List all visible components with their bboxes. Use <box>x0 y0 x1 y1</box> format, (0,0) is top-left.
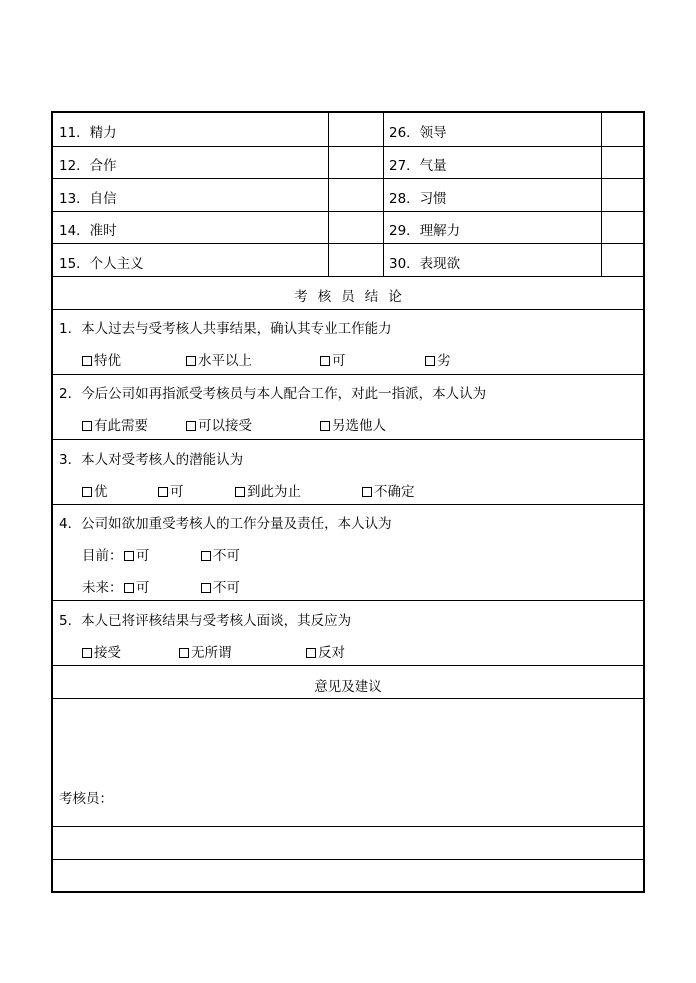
checkbox-icon[interactable] <box>201 583 211 593</box>
row-divider <box>53 211 643 212</box>
checkbox-icon[interactable] <box>362 487 372 497</box>
checkbox-option[interactable]: 到此为止 <box>235 484 301 500</box>
checkbox-option[interactable]: 优 <box>82 484 108 500</box>
now-label: 目前： <box>82 548 123 564</box>
question-3: 3．本人对受考核人的潜能认为 <box>59 452 244 468</box>
blank-row[interactable] <box>53 860 643 891</box>
checkbox-option[interactable]: 可 <box>124 548 150 564</box>
question-5: 5．本人已将评核结果与受考核人面谈，其反应为 <box>59 613 352 629</box>
checkbox-option[interactable]: 水平以上 <box>186 353 252 369</box>
trait-label: 27．气量 <box>389 158 447 174</box>
blank-row[interactable] <box>53 827 643 858</box>
checkbox-option[interactable]: 可 <box>124 580 150 596</box>
trait-label: 15．个人主义 <box>59 256 144 272</box>
row-divider <box>53 439 643 440</box>
question-1: 1．本人过去与受考核人共事结果，确认其专业工作能力 <box>59 321 392 337</box>
grid-divider <box>328 113 329 276</box>
row-divider <box>53 504 643 505</box>
row-divider <box>53 374 643 375</box>
checkbox-option[interactable]: 可 <box>320 353 346 369</box>
checkbox-icon[interactable] <box>186 421 196 431</box>
trait-label: 13．自信 <box>59 191 117 207</box>
checkbox-icon[interactable] <box>186 356 196 366</box>
checkbox-option[interactable]: 另选他人 <box>320 418 386 434</box>
conclusion-title: 考核员结论 <box>294 289 412 305</box>
row-divider <box>53 600 643 601</box>
row-divider <box>53 146 643 147</box>
checkbox-icon[interactable] <box>82 487 92 497</box>
checkbox-option[interactable]: 特优 <box>82 353 121 369</box>
checkbox-option[interactable]: 有此需要 <box>82 418 148 434</box>
evaluation-form <box>51 111 645 893</box>
checkbox-icon[interactable] <box>320 356 330 366</box>
examiner-label: 考核员： <box>59 791 113 807</box>
checkbox-option[interactable]: 不可 <box>201 580 240 596</box>
trait-label: 29．理解力 <box>389 223 461 239</box>
row-divider <box>53 309 643 310</box>
row-divider <box>53 243 643 244</box>
trait-label: 30．表现欲 <box>389 256 461 272</box>
checkbox-option[interactable]: 可 <box>158 484 184 500</box>
checkbox-option[interactable]: 不可 <box>201 548 240 564</box>
grid-divider <box>601 113 602 276</box>
row-divider <box>53 178 643 179</box>
row-divider <box>53 276 643 277</box>
checkbox-icon[interactable] <box>425 356 435 366</box>
question-4: 4．公司如欲加重受考核人的工作分量及责任，本人认为 <box>59 516 392 532</box>
checkbox-icon[interactable] <box>82 648 92 658</box>
trait-label: 14．准时 <box>59 223 117 239</box>
checkbox-icon[interactable] <box>124 551 134 561</box>
checkbox-option[interactable]: 无所谓 <box>179 645 232 661</box>
checkbox-option[interactable]: 劣 <box>425 353 451 369</box>
question-2: 2．今后公司如再指派受考核员与本人配合工作，对此一指派，本人认为 <box>59 386 487 402</box>
checkbox-option[interactable]: 反对 <box>306 645 345 661</box>
checkbox-icon[interactable] <box>179 648 189 658</box>
checkbox-option[interactable]: 可以接受 <box>186 418 252 434</box>
checkbox-icon[interactable] <box>306 648 316 658</box>
opinions-title: 意见及建议 <box>314 679 382 695</box>
trait-label: 11．精力 <box>59 125 117 141</box>
checkbox-icon[interactable] <box>82 356 92 366</box>
trait-label: 28．习惯 <box>389 191 447 207</box>
trait-label: 12．合作 <box>59 158 117 174</box>
row-divider <box>53 665 643 666</box>
grid-divider <box>383 113 384 276</box>
checkbox-option[interactable]: 不确定 <box>362 484 415 500</box>
checkbox-icon[interactable] <box>82 421 92 431</box>
trait-label: 26．领导 <box>389 125 447 141</box>
checkbox-icon[interactable] <box>158 487 168 497</box>
checkbox-icon[interactable] <box>124 583 134 593</box>
opinions-text-area[interactable] <box>53 699 643 825</box>
checkbox-option[interactable]: 接受 <box>82 645 121 661</box>
future-label: 未来： <box>82 580 123 596</box>
checkbox-icon[interactable] <box>320 421 330 431</box>
checkbox-icon[interactable] <box>201 551 211 561</box>
checkbox-icon[interactable] <box>235 487 245 497</box>
